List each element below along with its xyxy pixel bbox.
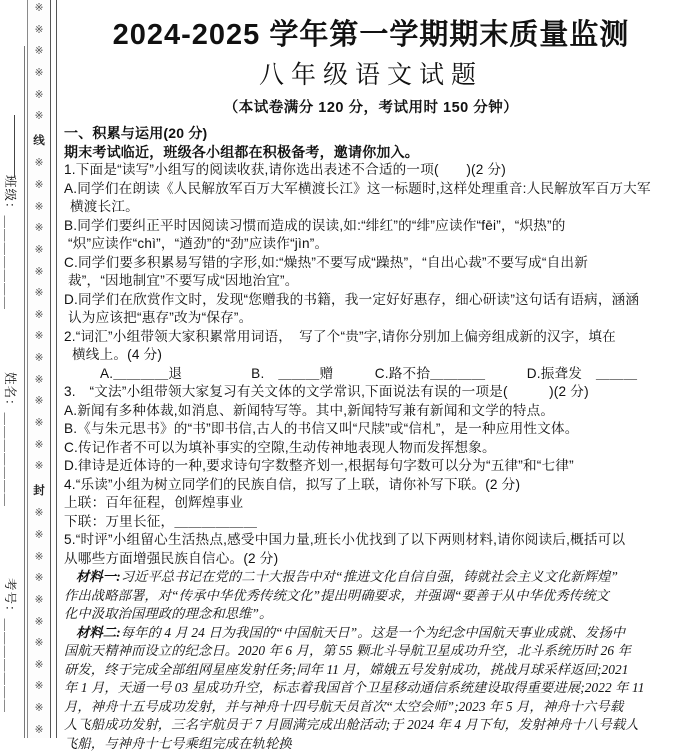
seal-symbol: ※ [35,330,44,342]
content-line-18: C.传记作者不可以为填补事实的空隙,生动传神地表现人物而发挥想象。 [64,439,678,458]
seal-symbol: ※ [35,460,44,472]
content-line-24: 从哪些方面增强民族自信心。(2 分) [64,550,678,569]
seal-symbol: ※ [35,439,44,451]
content-line-1: 一、积累与运用(20 分) [64,124,678,143]
content-line-8: C.同学们要多积累易写错的字形,如:“燥热”不要写成“躁热”，“自出心裁”不要写成“自出新 [64,254,678,273]
content-line-15: 3. “文法”小组带领大家复习有关文体的文学常识,下面说法有误的一项是( )(2 分) [64,383,678,402]
seal-symbol: ※ [35,395,44,407]
seal-symbol: ※ [35,179,44,191]
exam-info-line: （本试卷满分 120 分，考试用时 150 分钟） [64,96,678,117]
seal-symbol: ※ [35,637,44,649]
page-border-line [56,0,57,738]
content-line-26: 作出战略部署，对“传承中华优秀传统文化”提出明确要求，并强调“要善于从中华优秀传统文 [64,587,678,606]
content-line-11: 认为应该把“惠存”改为“保存”。 [64,309,678,328]
content-line-16: A.新闻有多种体裁,如消息、新闻特写等。其中,新闻特写兼有新闻和文学的特点。 [64,402,678,421]
binding-divider-line [24,46,25,738]
seal-symbol: ※ [35,551,44,563]
content-line-23: 5.“时评”小组留心生活热点,感受中国力量,班长小优找到了以下两则材料,请你阅读后,概括可以 [64,531,678,550]
content-line-25: 材料一:习近平总书记在党的二十大报告中对“推进文化自信自强，铸就社会主义文化新辉煌” [64,568,678,587]
seal-symbol: ※ [35,110,44,122]
content-line-13: 横线上。(4 分) [64,346,678,365]
binding-label-number: 考号：＿＿＿＿＿＿＿ [4,578,20,728]
seal-symbol: ※ [35,417,44,429]
content-line-33: 人飞船成功发射，三名宇航员于 7 月圆满完成出舱活动;于 2024 年 4 月下旬，发射神舟十八号载人 [64,716,678,735]
seal-symbol: ※ [35,507,44,519]
seal-symbol: ※ [35,244,44,256]
seal-symbol: ※ [35,659,44,671]
content-line-12: 2.“词汇”小组带领大家积累常用词语， 写了个“贵”字,请你分别加上偏旁组成新的汉字，填在 [64,328,678,347]
content-line-32: 月，神舟十五号成功发射，并与神舟十四号航天员首次“太空会师”;2023 年 5 月，神舟十六号载 [64,698,678,717]
seal-symbol: ※ [35,309,44,321]
content-line-20: 4.“乐读”小组为树立同学们的民族自信，拟写了上联，请你补写下联。(2 分) [64,476,678,495]
content-line-9: 裁”，“因地制宜”不要写成“因地治宜”。 [64,272,678,291]
seal-symbol: ※ [35,616,44,628]
seal-symbol: ※ [35,572,44,584]
seal-symbol: ※ [35,201,44,213]
seal-symbol: ※ [35,374,44,386]
seal-symbol: ※ [35,287,44,299]
seal-symbol: ※ [35,24,44,36]
content-line-19: D.律诗是近体诗的一种,要求诗句字数整齐划一,根据每句字数可以分为“五律”和“七律” [64,457,678,476]
seal-symbol: ※ [35,89,44,101]
seal-symbol: ※ [35,594,44,606]
seal-line-column [27,0,51,738]
binding-blank-line [14,115,15,177]
exam-body-lines [64,124,678,753]
seal-symbol: ※ [35,266,44,278]
seal-symbol: ※ [35,680,44,692]
content-line-14: A.＿＿＿＿退 B. ＿＿＿赠 C.路不拾＿＿＿＿ D.振聋发 ＿＿＿ [64,365,678,384]
content-line-10: D.同学们在欣赏作文时，发现“您赠我的书籍，我一定好好惠存，细心研读”这句话有语病，涵涵 [64,291,678,310]
content-line-6: B.同学们要纠正平时因阅读习惯而造成的误读,如:“绯红”的“绯”应读作“fēi”，“炽热”的 [64,217,678,236]
binding-label-class: 班级：＿＿＿＿＿＿＿ [4,175,20,325]
content-line-27: 化中汲取治国理政的理念和思维”。 [64,605,678,624]
seal-symbol: ※ [35,352,44,364]
seal-symbol: ※ [35,529,44,541]
seal-symbol: ※ [35,222,44,234]
seal-symbol: ※ [35,702,44,714]
seal-symbol: ※ [35,2,44,14]
seal-symbol: ※ [35,157,44,169]
seal-symbol: ※ [35,67,44,79]
exam-title: 2024-2025 学年第一学期期末质量监测 [64,12,678,53]
content-line-34: 飞船，与神舟十七号乘组完成在轨轮换 [64,735,678,753]
content-line-22: 下联：万里长征，＿＿＿＿＿＿ [64,513,678,532]
content-line-5: 横渡长江。 [64,198,678,217]
content-line-31: 年 1 月，天通一号 03 星成功升空，标志着我国首个卫星移动通信系统建设取得重要进展;2022 年 11 [64,679,678,698]
content-line-2: 期末考试临近，班级各小组都在积极备考，邀请你加入。 [64,143,678,162]
content-line-29: 国航天精神而设立的纪念日。2020 年 6 月，第 55 颗北斗导航卫星成功升空，北斗系统历时 26 年 [64,642,678,661]
content-line-21: 上联：百年征程，创辉煌事业 [64,494,678,513]
seal-symbol: ※ [35,45,44,57]
seal-symbol: ※ [35,724,44,736]
content-line-4: A.同学们在朗读《人民解放军百万大军横渡长江》这一标题时,这样处理重音:人民解放军百万大军 [64,180,678,199]
content-line-30: 研发，终于完成全部组网星座发射任务;同年 11 月，嫦娥五号发射成功，挑战月球采样返回;2021 [64,661,678,680]
exam-subtitle: 八年级语文试题 [64,55,678,91]
content-line-3: 1.下面是“读写”小组写的阅读收获,请你选出表述不合适的一项( )(2 分) [64,161,678,180]
content-line-28: 材料二:每年的 4 月 24 日为我国的“中国航天日”。这是一个为纪念中国航天事业成就、发扬中 [64,624,678,643]
seal-word: 线 [33,132,45,148]
binding-label-name: 姓名：＿＿＿＿＿＿＿ [4,372,20,522]
seal-word: 封 [33,482,45,498]
exam-content [64,0,678,738]
content-line-7: “炽”应读作“chì”，“遒劲”的“劲”应读作“jìn”。 [64,235,678,254]
content-line-17: B.《与朱元思书》的“书”即书信,古人的书信又叫“尺牍”或“信札”，是一种应用性文体。 [64,420,678,439]
